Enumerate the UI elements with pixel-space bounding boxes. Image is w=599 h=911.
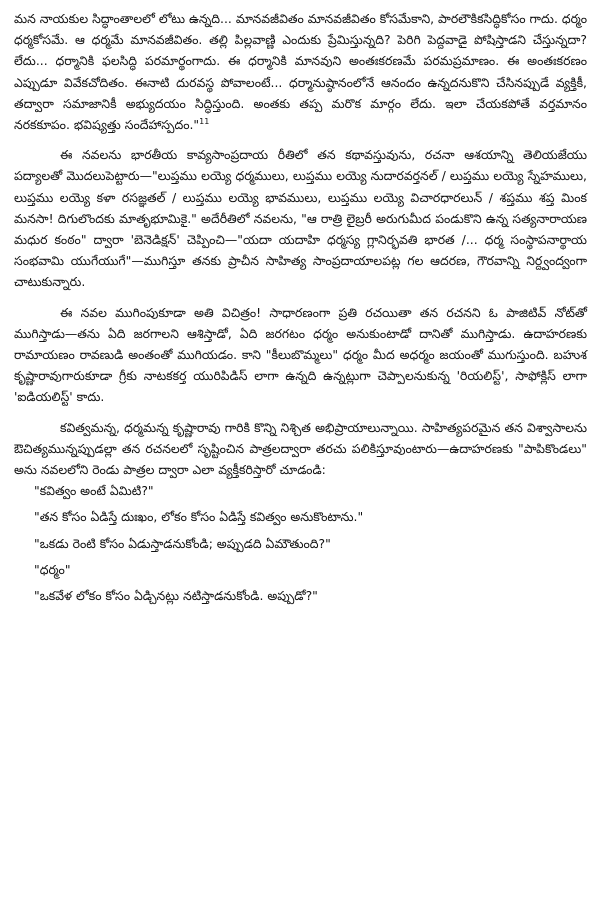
quote-paragraph (14, 8, 587, 135)
dialogue-line: "తన కోసం ఏడిస్తే దుఃఖం, లోకం కోసం ఏడిస్తే కవిత్వం అనుకొంటాను." (34, 509, 364, 525)
body-paragraph-poetry-views: కవిత్వమన్న, ధర్మమన్న కృష్ణారావు గారికి కొన్ని నిశ్చిత అభిప్రాయాలున్నాయి. సాహిత్యపరమైన తన విశ్వాసాలను ఔచిత్యమున్నప్పుడల్లా తన రచనలలో సృష్టించిన పాత్రలద్వారా తరచు పలికిస్తూవుంటారు—ఉదాహరణకు "పాపికొండలు" అను నవలలోని రెండు పాత్రల ద్వారా ఎలా వ్యక్తీకరిస్తారో చూడండి: (14, 419, 587, 478)
dialogue-line: "ఒకవేళ లోకం కోసం ఏడ్చినట్లు నటిస్తాడనుకోండి. అప్పుడో?" (34, 588, 318, 604)
quote-text: మన నాయకుల సిద్ధాంతాలలో లోటు ఉన్నది... మానవజీవితం మానవజీవితం కోసమేకాని, పారలౌకికసిద్ధికోసం గాదు. ధర్మం ధర్మకోసమే. ఆ ధర్మమే మానవజీవితం. తల్లి పిల్లవాణ్ణి ఎందుకు ప్రేమిస్తున్నది? పెరిగి పెద్దవాడై పోషిస్తాడని చేస్తున్నదా? లేదు... ధర్మానికి ఫలసిద్ధి పరమార్థంగాదు. ఈ ధర్మానికి మానవుని అంతఃకరణమే పరమప్రమాణం. ఈ అంతఃకరణం ఎప్పుడూ వివేకచోదితం. ఈనాటి దురవస్థ పోవాలంటే... ధర్మానుష్ఠానంలోనే ఆనందం ఉన్నదనుకొని చేసినప్పుడే వ్యక్తికీ, తద్వారా సమాజానికీ అభ్యుదయం సిద్ధిస్తుంది. అంతకు తప్ప మరొక మార్గం లేదు. ఇలా చేయకపోతే వర్తమానం నరకకూపం. భవిష్యత్తు సందేహాస్పదం." (14, 11, 587, 133)
body-paragraph-prologue: ఈ నవలను భారతీయ కావ్యసాంప్రదాయ రీతిలో తన కథావస్తువును, రచనా ఆశయాన్ని తెలియజేయు పద్యాలతో మొదలుపెట్టారు—"లుప్తము లయ్యె ధర్మములు, లుప్తము లయ్యె నుదారవర్తనల్ / లుప్తము లయ్యె స్నేహములు, లుప్తము లయ్యె కళా రసజ్ఞతల్ / లుప్తము లయ్యె భావములు, లుప్తము లయ్యె విచారధారలున్ / శప్తము శప్త మింక మనసా! దిగులొందకు మాతృభూమికై." అదేరీతిలో నవలను, "ఆ రాత్రి లైబ్రరీ అరుగుమీద పండుకొని ఉన్న సత్యనారాయణ మధుర కంఠం" ద్వారా 'బెనెడిక్షన్' చెప్పించి—"యదా యదాహి ధర్మస్య గ్లానిర్భవతి భారత /... ధర్మ సంస్థాపనార్థాయ సంభవామి యుగేయుగే"—ముగిస్తూ తనకు ప్రాచీన సాహిత్య సాంప్రదాయాలపట్ల గల ఆదరణ, గౌరవాన్ని నిర్ద్వంద్వంగా చాటుకున్నారు. (14, 147, 587, 290)
dialogue-line: "కవిత్వం అంటే ఏమిటి?" (34, 483, 154, 499)
dialogue-block (14, 480, 587, 606)
dialogue-line: "ధర్మం" (34, 561, 71, 577)
body-paragraph-ending: ఈ నవల ముగింపుకూడా అతి విచిత్రం! సాధారణంగా ప్రతి రచయితా తన రచనని ఓ పాజిటివ్ నోట్‌తో ముగిస్తాడు—తను ఏది జరగాలని ఆశిస్తాడో, ఏది జరగటం ధర్మం అనుకుంటాడో దానితో ముగిస్తాడు. ఉదాహరణకు రామాయణం రావణుడి అంతంతో ముగియడం. కాని "కీలుబొమ్మలు" ధర్మం మీద అధర్మం జయంతో ముగుస్తుంది. బహుశ కృష్ణారావుగారుకూడా గ్రీకు నాటకకర్త యురిపిడిస్ లాగా ఉన్నది ఉన్నట్లుగా చెప్పాలనుకున్న 'రియలిస్ట్', సాఫోక్లిస్ లాగా 'ఐడియలిస్ట్' కాదు. (14, 304, 587, 405)
dialogue-line: "ఒకడు రెంటి కోసం ఏడుస్తాడనుకోండి; అప్పుడది ఏమౌతుంది?" (34, 535, 331, 551)
footnote-marker: 11 (199, 116, 210, 126)
